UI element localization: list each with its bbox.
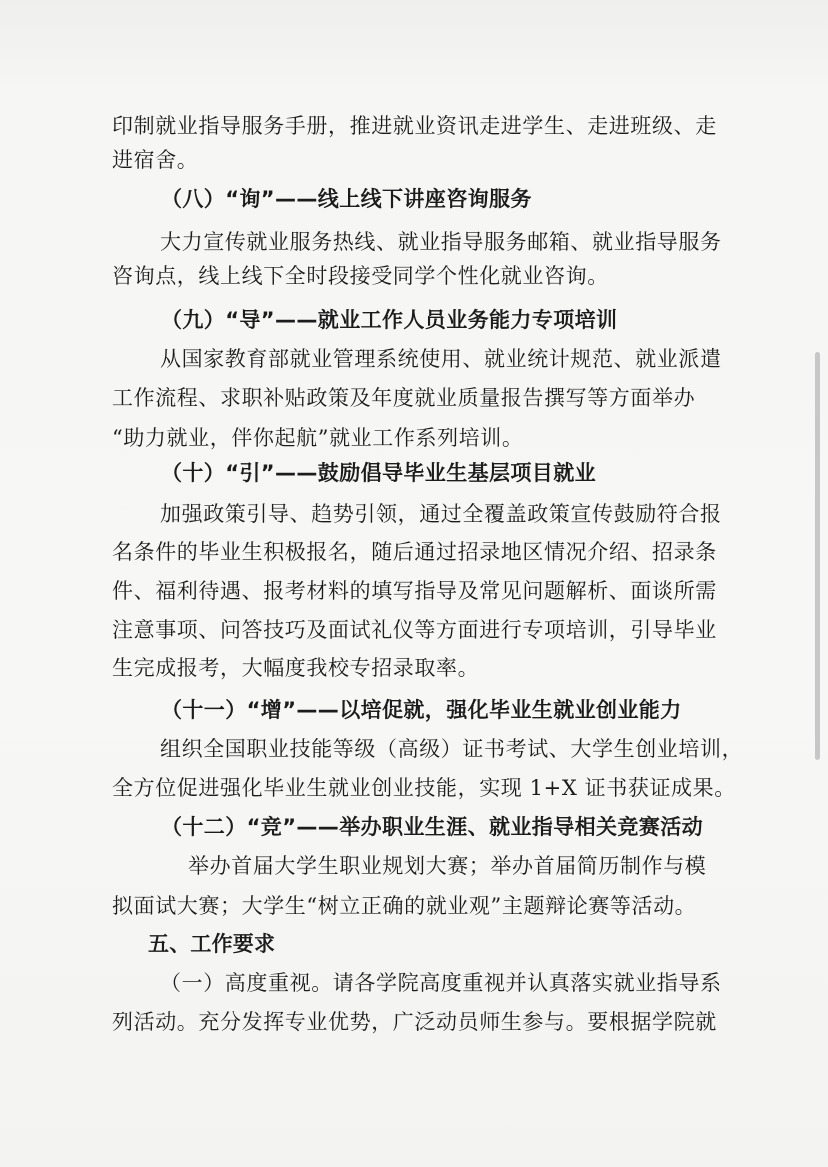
body-text-line: 注意事项、问答技巧及面试礼仪等方面进行专项培训，引导毕业 [112, 618, 717, 642]
body-text-line: 大力宣传就业服务热线、就业指导服务邮箱、就业指导服务 [160, 230, 722, 254]
body-text-line: （一）高度重视。请各学院高度重视并认真落实就业指导系 [160, 971, 722, 995]
section-heading-9: （九）“导”——就业工作人员业务能力专项培训 [161, 308, 618, 332]
section-heading-10: （十）“引”——鼓励倡导毕业生基层项目就业 [161, 461, 597, 485]
body-text-line: 拟面试大赛；大学生“树立正确的就业观”主题辩论赛等活动。 [112, 894, 697, 918]
body-text-line: 加强政策引导、趋势引领，通过全覆盖政策宣传鼓励符合报 [160, 502, 722, 526]
body-text-line: 列活动。充分发挥专业优势，广泛动员师生参与。要根据学院就 [112, 1010, 717, 1034]
body-text-line: 进宿舍。 [112, 148, 199, 172]
body-text-line: 名条件的毕业生积极报名，随后通过招录地区情况介绍、招录条 [112, 540, 717, 564]
section-heading-11: （十一）“增”——以培促就，强化毕业生就业创业能力 [161, 698, 682, 722]
vertical-scrollbar[interactable] [815, 352, 820, 760]
section-heading-work-requirements: 五、工作要求 [148, 932, 276, 956]
section-heading-8: （八）“询”——线上线下讲座咨询服务 [161, 187, 532, 211]
body-text-line: “助力就业，伴你起航”就业工作系列培训。 [112, 426, 524, 450]
body-text-line: 全方位促进强化毕业生就业创业技能，实现 1+X 证书获证成果。 [112, 776, 736, 800]
body-text-line: 印制就业指导服务手册，推进就业资讯走进学生、走进班级、走 [112, 114, 717, 138]
body-text-line: 从国家教育部就业管理系统使用、就业统计规范、就业派遣 [160, 347, 722, 371]
body-text-line: 咨询点，线上线下全时段接受同学个性化就业咨询。 [112, 264, 609, 288]
body-text-line: 举办首届大学生职业规划大赛；举办首届简历制作与模 [188, 854, 707, 878]
section-heading-12: （十二）“竞”——举办职业生涯、就业指导相关竞赛活动 [161, 815, 704, 839]
body-text-line: 组织全国职业技能等级（高级）证书考试、大学生创业培训， [160, 737, 744, 761]
body-text-line: 件、福利待遇、报考材料的填写指导及常见问题解析、面谈所需 [112, 579, 717, 603]
body-text-line: 工作流程、求职补贴政策及年度就业质量报告撰写等方面举办 [112, 386, 696, 410]
body-text-line: 生完成报考，大幅度我校专招录取率。 [112, 656, 480, 680]
